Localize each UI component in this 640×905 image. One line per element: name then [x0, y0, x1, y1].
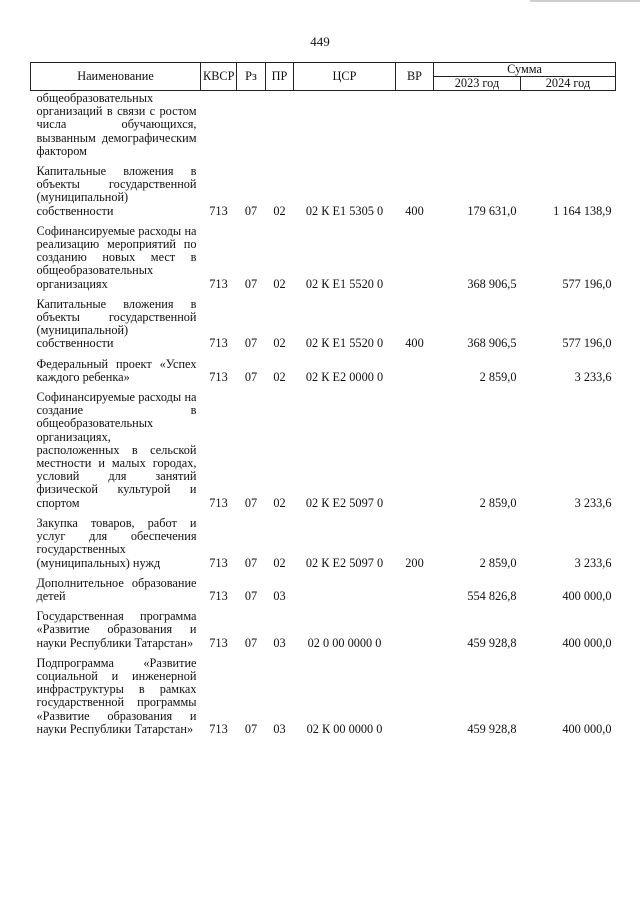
- row-vr: [396, 91, 434, 159]
- row-vr: 400: [405, 203, 424, 218]
- row-pr: 02: [273, 336, 286, 351]
- scan-edge-mark: [530, 0, 640, 2]
- row-sum-2024: 3 233,6: [574, 495, 612, 510]
- row-rz: 07: [244, 555, 258, 570]
- row-kvsr: [201, 91, 237, 159]
- row-sum-2023: 2 859,0: [479, 369, 517, 384]
- row-kvsr: 713: [209, 203, 228, 218]
- row-csr: 02 К Е1 5305 0: [305, 203, 384, 218]
- header-year-2023: 2023 год: [434, 77, 521, 91]
- row-sum-2024: 3 233,6: [574, 369, 612, 384]
- row-csr: 02 К Е1 5520 0: [305, 336, 384, 351]
- row-name: Капитальные вложения в объекты государственной (муниципальной) собственности: [36, 296, 197, 351]
- row-sum-2023: 368 906,5: [467, 276, 517, 291]
- row-vr: [396, 351, 434, 384]
- row-name: Софинансируемые расходы на реализацию мероприятий по созданию новых мест в общеобразовательных организациях: [36, 223, 197, 291]
- row-name: общеобразовательных организаций в связи с ростом числа обучающихся, вызванным демографическим фактором: [36, 91, 197, 158]
- row-sum-2023: [434, 91, 521, 159]
- row-csr: 02 К Е1 5520 0: [305, 276, 384, 291]
- row-rz: 07: [244, 495, 258, 510]
- row-kvsr: 713: [209, 721, 228, 736]
- row-sum-2023: 459 928,8: [467, 721, 517, 736]
- table-row: [31, 510, 616, 570]
- row-sum-2023: 459 928,8: [467, 635, 517, 650]
- row-csr: [294, 570, 396, 603]
- row-pr: 02: [273, 555, 286, 570]
- row-sum-2024: 400 000,0: [562, 635, 612, 650]
- table-header: [31, 63, 616, 91]
- row-pr: 02: [273, 276, 286, 291]
- header-csr: ЦСР: [294, 63, 396, 91]
- header-sum: Сумма: [434, 63, 616, 77]
- table-body: [31, 91, 616, 736]
- row-name: Софинансируемые расходы на создание в общеобразовательных организациях, расположенных в сельской местности и малых городах, условий для занятий физической культурой и спортом: [36, 390, 197, 510]
- row-pr: 02: [273, 203, 286, 218]
- row-pr: 02: [273, 369, 286, 384]
- row-sum-2024: 1 164 138,9: [553, 203, 612, 218]
- row-kvsr: 713: [209, 336, 228, 351]
- budget-table: [30, 62, 616, 736]
- header-vr: ВР: [396, 63, 434, 91]
- row-name: Федеральный проект «Успех каждого ребенка»: [36, 356, 197, 384]
- row-kvsr: 713: [209, 495, 228, 510]
- row-rz: 07: [244, 369, 258, 384]
- row-kvsr: 713: [209, 276, 228, 291]
- row-name: Закупка товаров, работ и услуг для обеспечения государственных (муниципальных) нужд: [36, 515, 197, 570]
- row-rz: 07: [244, 203, 258, 218]
- row-csr: 02 К Е2 5097 0: [305, 555, 384, 570]
- row-vr: [396, 650, 434, 736]
- row-kvsr: 713: [209, 369, 228, 384]
- row-vr: [396, 603, 434, 650]
- row-sum-2023: 2 859,0: [479, 495, 517, 510]
- row-csr: 02 К 00 0000 0: [306, 721, 383, 736]
- row-kvsr: 713: [209, 555, 228, 570]
- row-sum-2023: 2 859,0: [479, 555, 517, 570]
- row-rz: 07: [244, 635, 258, 650]
- row-sum-2024: 400 000,0: [562, 721, 612, 736]
- row-pr: 02: [273, 495, 286, 510]
- row-pr: 03: [273, 635, 286, 650]
- header-year-2024: 2024 год: [521, 77, 616, 91]
- row-vr: 200: [405, 555, 424, 570]
- header-name: Наименование: [31, 63, 201, 91]
- row-vr: [396, 384, 434, 510]
- row-name: Государственная программа «Развитие образования и науки Республики Татарстан»: [36, 609, 197, 650]
- table-row: [31, 351, 616, 384]
- row-name: Дополнительное образование детей: [36, 575, 197, 603]
- table-row: [31, 218, 616, 291]
- table-row: [31, 91, 616, 159]
- table-row: [31, 603, 616, 650]
- row-rz: 07: [244, 276, 258, 291]
- row-rz: [237, 91, 266, 159]
- row-csr: [294, 91, 396, 159]
- header-pr: ПР: [266, 63, 294, 91]
- row-kvsr: 713: [209, 635, 228, 650]
- header-kvsr: КВСР: [201, 63, 237, 91]
- page-number: 449: [310, 34, 330, 49]
- row-sum-2024: 400 000,0: [562, 588, 612, 603]
- row-csr: 02 К Е2 5097 0: [305, 495, 384, 510]
- row-kvsr: 713: [209, 588, 228, 603]
- row-pr: 03: [273, 588, 286, 603]
- row-sum-2023: 554 826,8: [467, 588, 517, 603]
- table-row: [31, 650, 616, 736]
- row-sum-2024: 577 196,0: [562, 336, 612, 351]
- row-rz: 07: [244, 721, 258, 736]
- row-sum-2024: [521, 91, 616, 159]
- table-row: [31, 291, 616, 351]
- header-rz: Рз: [237, 63, 266, 91]
- row-name: Капитальные вложения в объекты государственной (муниципальной) собственности: [36, 164, 197, 218]
- row-vr: [396, 218, 434, 291]
- row-vr: 400: [405, 336, 424, 351]
- row-csr: 02 К Е2 0000 0: [305, 369, 384, 384]
- row-rz: 07: [244, 588, 258, 603]
- table-row: [31, 570, 616, 603]
- row-pr: 03: [273, 721, 286, 736]
- table-row: [31, 384, 616, 510]
- row-rz: 07: [244, 336, 258, 351]
- row-sum-2023: 368 906,5: [467, 336, 517, 351]
- row-sum-2024: 577 196,0: [562, 276, 612, 291]
- row-sum-2023: 179 631,0: [467, 203, 517, 218]
- row-csr: 02 0 00 0000 0: [307, 635, 382, 650]
- row-name: Подпрограмма «Развитие социальной и инженерной инфраструктуры в рамках государственной программы «Развитие образования и науки Республики Татарстан»: [36, 655, 197, 736]
- table-row: [31, 158, 616, 218]
- row-sum-2024: 3 233,6: [574, 555, 612, 570]
- row-pr: [266, 91, 294, 159]
- row-vr: [396, 570, 434, 603]
